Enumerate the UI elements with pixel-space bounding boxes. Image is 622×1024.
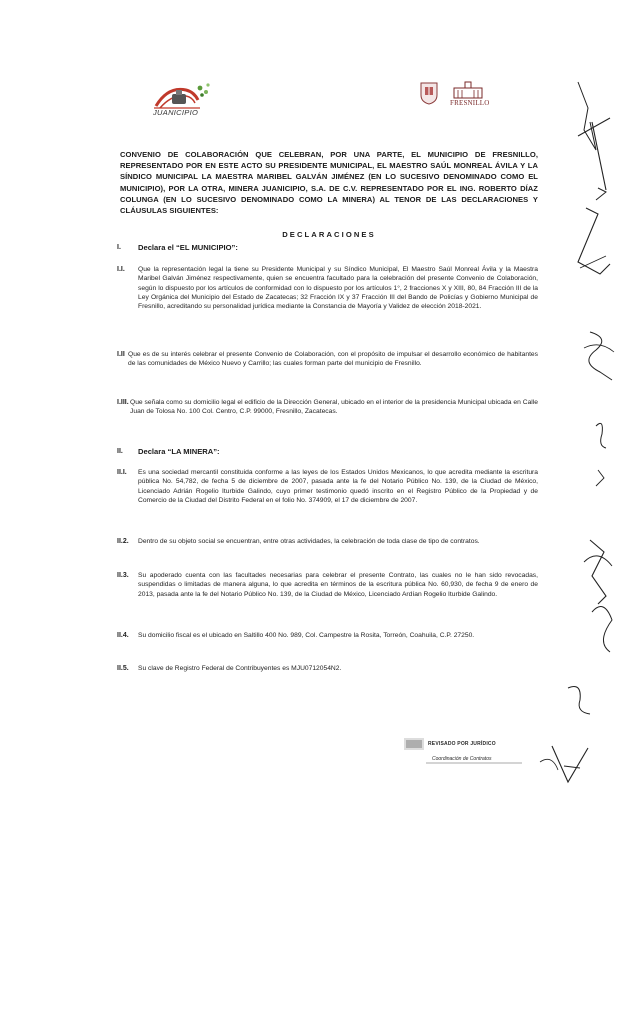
section-number: II. xyxy=(117,448,123,455)
fresnillo-building-icon xyxy=(448,80,488,100)
item-number: II.5. xyxy=(117,665,129,672)
item-number: I.III. xyxy=(117,399,129,406)
declaration-paragraph: Que la representación legal la tiene su Presidente Municipal y su Síndico Municipal, El Maestro Saúl Monreal Ávila y la Maestra Maribel Galván Jiménez respectivamente, quien se encuentra facultado para la celebración del presente Convenio de Colaboración, según lo dispuesto por los artículos de conformidad con lo dispuesto por los artículos 1°, 2 fracciones X y XIII, 80, 84 Fracción III de la Ley Orgánica del Municipio del Estado de Zacatecas; 32 Fracción IX y 37 Fracción III del Bando de Policías y Gobierno Municipal de Fresnillo, acreditando su personalidad jurídica mediante la Constancia de Mayoría y Validez de elección 2018-2021. xyxy=(138,266,538,311)
item-number: I.I. xyxy=(117,266,125,273)
section-number: I. xyxy=(117,244,121,251)
item-number: I.II xyxy=(117,351,125,358)
declaration-paragraph: Su domicilio fiscal es el ubicado en Saltillo 400 No. 989, Col. Campestre la Rosita, Torreón, Coahuila, C.P. 27250. xyxy=(138,632,475,639)
fresnillo-logo-text: FRESNILLO xyxy=(450,99,490,107)
declaration-paragraph: Dentro de su objeto social se encuentran, entre otras actividades, la celebración de toda clase de tipo de contratos. xyxy=(138,538,480,545)
declaration-paragraph: Su clave de Registro Federal de Contribuyentes es MJU0712054N2. xyxy=(138,665,342,672)
declaration-paragraph: Que señala como su domicilio legal el edificio de la Dirección General, ubicado en el interior de la presidencia Municipal ubicada en Calle Juan de Tolosa No. 100 Col. Centro, C.P. 99000, Fresnillo, Zacatecas. xyxy=(130,399,538,416)
section-heading-municipio: Declara el “EL MUNICIPIO”: xyxy=(138,243,238,252)
agreement-title: CONVENIO DE COLABORACIÓN QUE CELEBRAN, POR UNA PARTE, EL MUNICIPIO DE FRESNILLO, REPRESENTADO POR EN ESTE ACTO SU PRESIDENTE MUNICIPAL, EL MAESTRO SAÚL MONREAL ÁVILA Y LA SÍNDICO MUNICIPAL LA MAESTRA MARIBEL GALVÁN JIMÉNEZ (EN LO SUCESIVO DENOMINADO COMO EL MUNICIPIO), POR LA OTRA, MINERA JUANICIPIO, S.A. DE C.V. REPRESENTADO POR EL ING. ROBERTO DÍAZ COLUNGA (EN LO SUCESIVO DENOMINADO COMO LA MINERA) AL TENOR DE LAS DECLARACIONES Y CLÁUSULAS SIGUIENTES: xyxy=(120,150,538,216)
item-number: II.4. xyxy=(117,632,129,639)
stamp-title: REVISADO POR JURÍDICO xyxy=(428,741,496,747)
juanicipio-logo-text: JUANICIPIO xyxy=(153,108,199,117)
stamp-subtitle: Coordinación de Contratos xyxy=(432,756,492,762)
declaration-paragraph: Su apoderado cuenta con las facultades necesarias para celebrar el presente Contrato, las cuales no le han sido revocadas, suspendidas o limitadas de manera alguna, lo que acredita en términos de la escritura pública No. 60,930, de fecha 9 de enero de 2013, pasada ante la fe del Notario Público No. 139, de la Ciudad de México, Licenciado Ardían Rogelio Iturbide Galindo. xyxy=(138,572,538,598)
item-number: II.2. xyxy=(117,538,129,545)
item-number: II.I. xyxy=(117,469,127,476)
declaration-paragraph: Es una sociedad mercantil constituida conforme a las leyes de los Estados Unidos Mexicanos, lo que acredita mediante la escritura pública No. 54,782, de fecha 5 de diciembre de 2007, pasada ante la fe del Notario Público No. 139, de la Ciudad de México, Licenciado Adrián Rogelio Iturbide Galindo, cuyo primer testimonio quedó inscrito en el Registro Público de la Propiedad y de Comercio de la Ciudad del Distrito Federal en el folio No. 374909, el 17 de diciembre de 2007. xyxy=(138,469,538,504)
section-heading-minera: Declara “LA MINERA”: xyxy=(138,447,220,456)
declaraciones-heading: DECLARACIONES xyxy=(282,230,376,239)
item-number: II.3. xyxy=(117,572,129,579)
fresnillo-seal-icon xyxy=(418,80,440,106)
declaration-paragraph: Que es de su interés celebrar el presente Convenio de Colaboración, con el propósito de impulsar el desarrollo económico de habitantes de las comunidades de México Nuevo y Carrillo; las cuales forman parte del municipio de Fresnillo. xyxy=(128,351,538,368)
